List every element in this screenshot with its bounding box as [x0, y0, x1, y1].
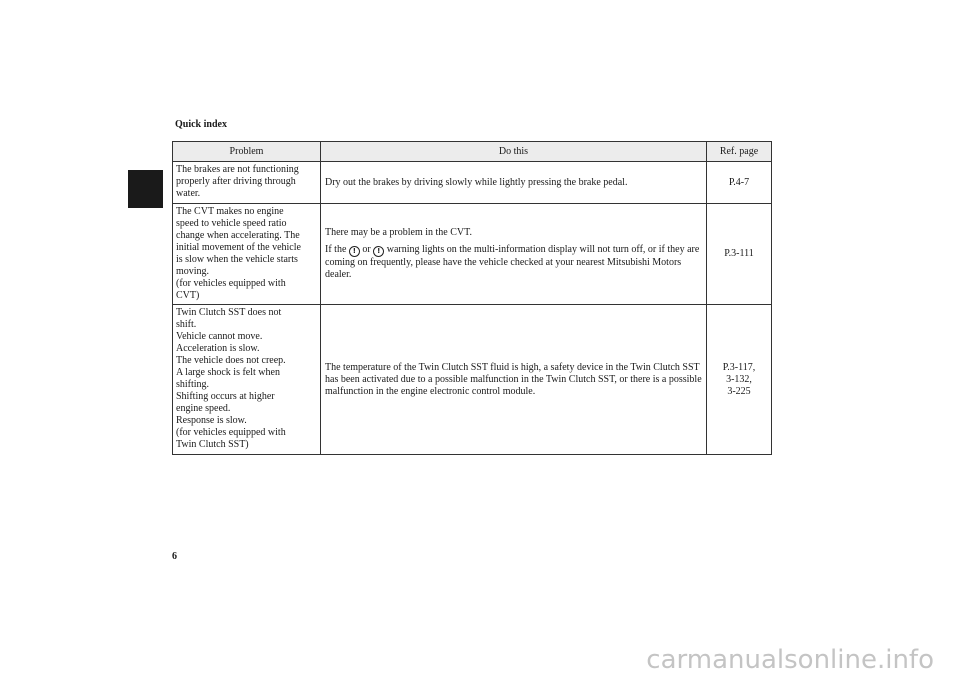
page-number: 6: [172, 551, 177, 562]
table-header-row: [173, 142, 772, 162]
watermark: carmanualsonline.info: [646, 645, 934, 675]
do-this-line: There may be a problem in the CVT.: [325, 227, 472, 238]
problem-line: (for vehicles equipped with: [176, 427, 286, 438]
warning-icon: !: [373, 246, 384, 257]
column-header-ref-page: Ref. page: [707, 142, 772, 162]
ref-page-line: 3-225: [727, 385, 751, 397]
table-row: [173, 305, 772, 455]
do-this-cell: [321, 204, 707, 305]
problem-line: The vehicle does not creep.: [176, 355, 286, 366]
problem-line: CVT): [176, 290, 200, 301]
do-this-text: warning lights on the multi-information display will not turn off, or if they are coming on frequently, please have the vehicle checked at your nearest Mitsubishi Motors dealer.: [325, 244, 700, 280]
table-row: [173, 162, 772, 204]
problem-line: shifting.: [176, 379, 210, 390]
problem-line: shift.: [176, 319, 197, 330]
problem-cell: The brakes are not functioning properly after driving through water.: [173, 162, 321, 204]
problem-line: speed to vehicle speed ratio: [176, 218, 287, 229]
warning-icon: !: [349, 246, 360, 257]
do-this-text: If the: [325, 244, 347, 255]
quick-index-table: [172, 141, 772, 455]
problem-line: Vehicle cannot move.: [176, 331, 263, 342]
ref-page-cell: P.3-111: [707, 204, 772, 305]
problem-line: engine speed.: [176, 403, 231, 414]
problem-line: A large shock is felt when: [176, 367, 280, 378]
problem-line: Twin Clutch SST): [176, 439, 249, 450]
problem-line: initial movement of the vehicle: [176, 242, 301, 253]
problem-line: moving.: [176, 266, 210, 277]
table-row: [173, 204, 772, 305]
ref-page-cell: P.4-7: [707, 162, 772, 204]
problem-line: The CVT makes no engine: [176, 206, 284, 217]
ref-page-line: P.3-117,: [722, 361, 756, 373]
do-this-cell: Dry out the brakes by driving slowly while lightly pressing the brake pedal.: [321, 162, 707, 204]
problem-line: Shifting occurs at higher: [176, 391, 275, 402]
problem-line: (for vehicles equipped with: [176, 278, 286, 289]
problem-cell: [173, 204, 321, 305]
problem-line: change when accelerating. The: [176, 230, 300, 241]
problem-line: Twin Clutch SST does not: [176, 307, 282, 318]
problem-line: is slow when the vehicle starts: [176, 254, 298, 265]
problem-line: Acceleration is slow.: [176, 343, 260, 354]
problem-cell: [173, 305, 321, 455]
section-title: Quick index: [175, 119, 227, 130]
column-header-do-this: Do this: [321, 142, 707, 162]
problem-line: Response is slow.: [176, 415, 247, 426]
do-this-cell: The temperature of the Twin Clutch SST fluid is high, a safety device in the Twin Clutch SST has been activated due to a possible malfunction in the Twin Clutch SST, or there is a possible malfunction in the engine electronic control module.: [321, 305, 707, 455]
do-this-text: or: [362, 244, 371, 255]
ref-page-line: 3-132,: [726, 373, 752, 385]
ref-page-cell: [707, 305, 772, 455]
section-thumb-tab: [128, 170, 163, 208]
column-header-problem: Problem: [173, 142, 321, 162]
